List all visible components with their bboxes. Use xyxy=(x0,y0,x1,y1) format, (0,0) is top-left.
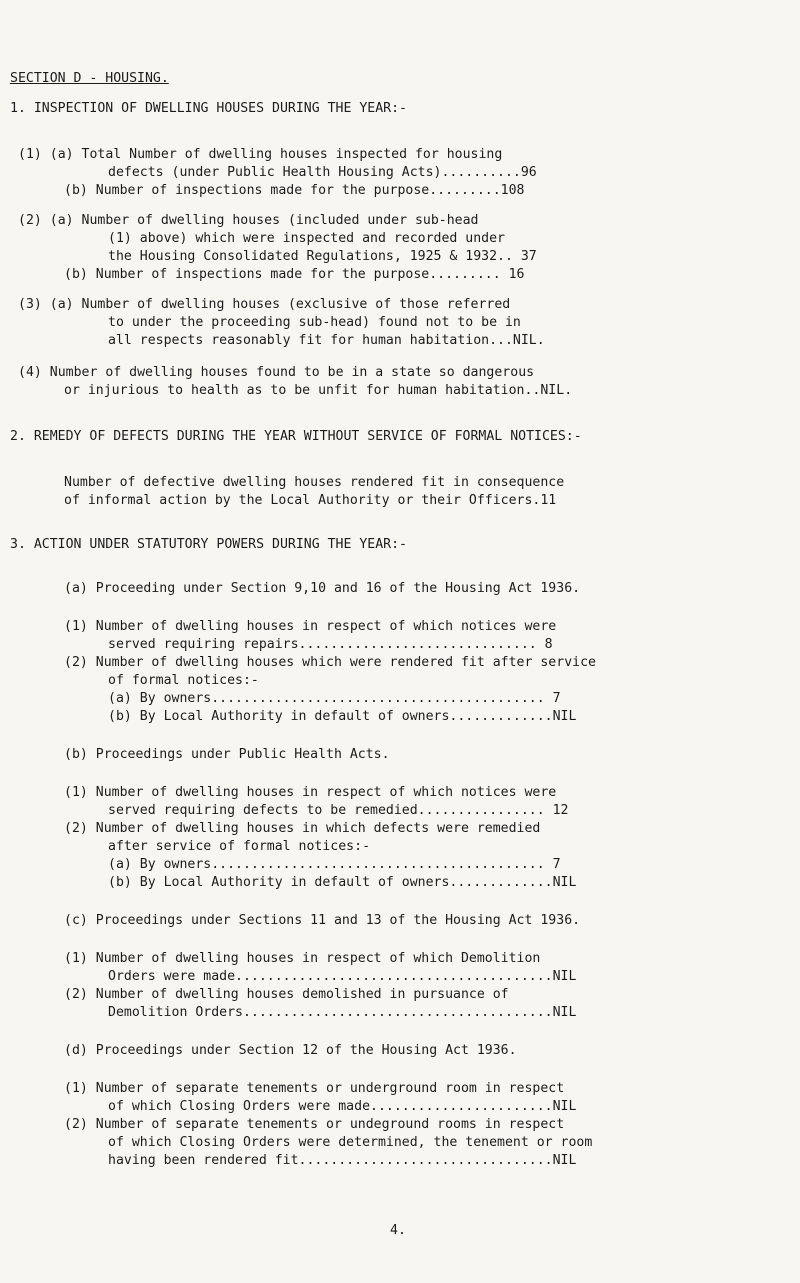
item-3a-line-3: all respects reasonably fit for human habitation...NIL. xyxy=(108,333,545,348)
item-3a-line-2: to under the proceeding sub-head) found not to be in xyxy=(108,315,521,330)
section-1-heading: 1. INSPECTION OF DWELLING HOUSES DURING THE YEAR:- xyxy=(10,101,407,116)
item-2a-line-1: (2) (a) Number of dwelling houses (included under sub-head xyxy=(18,213,479,228)
item-1b: (b) Number of inspections made for the purpose.........108 xyxy=(64,183,525,198)
item-2b: (b) Number of inspections made for the purpose......... 16 xyxy=(64,267,525,282)
item-d1-line-2: of which Closing Orders were made.......................NIL xyxy=(108,1099,577,1114)
item-3a-line-1: (3) (a) Number of dwelling houses (exclusive of those referred xyxy=(18,297,511,312)
item-a1-line-1: (1) Number of dwelling houses in respect of which notices were xyxy=(64,619,557,634)
page-number: 4. xyxy=(390,1223,406,1238)
subsection-c-heading: (c) Proceedings under Sections 11 and 13 of the Housing Act 1936. xyxy=(64,913,581,928)
item-c2-line-1: (2) Number of dwelling houses demolished in pursuance of xyxy=(64,987,509,1002)
item-1a-line-2: defects (under Public Health Housing Acts)..........96 xyxy=(108,165,537,180)
item-1a-line-1: (1) (a) Total Number of dwelling houses inspected for housing xyxy=(18,147,503,162)
subsection-d-heading: (d) Proceedings under Section 12 of the Housing Act 1936. xyxy=(64,1043,517,1058)
item-d2-line-2: of which Closing Orders were determined, the tenement or room xyxy=(108,1135,593,1150)
item-b2a: (a) By owners.......................................... 7 xyxy=(108,857,561,872)
item-d2-line-3: having been rendered fit................................NIL xyxy=(108,1153,577,1168)
section-2-line-1: Number of defective dwelling houses rendered fit in consequence xyxy=(64,475,565,490)
item-b1-line-1: (1) Number of dwelling houses in respect of which notices were xyxy=(64,785,557,800)
item-4-line-2: or injurious to health as to be unfit for human habitation..NIL. xyxy=(64,383,573,398)
section-3-heading: 3. ACTION UNDER STATUTORY POWERS DURING THE YEAR:- xyxy=(10,537,407,552)
item-b2-line-2: after service of formal notices:- xyxy=(108,839,371,854)
item-2a-line-3: the Housing Consolidated Regulations, 1925 & 1932.. 37 xyxy=(108,249,537,264)
item-2a-line-2: (1) above) which were inspected and recorded under xyxy=(108,231,505,246)
item-b1-line-2: served requiring defects to be remedied................ 12 xyxy=(108,803,569,818)
item-b2-line-1: (2) Number of dwelling houses in which defects were remedied xyxy=(64,821,541,836)
item-c2-line-2: Demolition Orders.......................................NIL xyxy=(108,1005,577,1020)
subsection-a-heading: (a) Proceeding under Section 9,10 and 16 of the Housing Act 1936. xyxy=(64,581,581,596)
section-2-line-2: of informal action by the Local Authority or their Officers.11 xyxy=(64,493,557,508)
item-a2b: (b) By Local Authority in default of owners.............NIL xyxy=(108,709,577,724)
subsection-b-heading: (b) Proceedings under Public Health Acts. xyxy=(64,747,390,762)
item-a1-line-2: served requiring repairs.............................. 8 xyxy=(108,637,553,652)
section-title: SECTION D - HOUSING. xyxy=(10,71,169,86)
item-a2-line-1: (2) Number of dwelling houses which were rendered fit after service xyxy=(64,655,596,670)
item-4-line-1: (4) Number of dwelling houses found to be in a state so dangerous xyxy=(18,365,535,380)
item-d2-line-1: (2) Number of separate tenements or undeground rooms in respect xyxy=(64,1117,565,1132)
section-2-heading: 2. REMEDY OF DEFECTS DURING THE YEAR WITHOUT SERVICE OF FORMAL NOTICES:- xyxy=(10,429,582,444)
item-d1-line-1: (1) Number of separate tenements or underground room in respect xyxy=(64,1081,565,1096)
item-c1-line-1: (1) Number of dwelling houses in respect of which Demolition xyxy=(64,951,541,966)
item-a2a: (a) By owners.......................................... 7 xyxy=(108,691,561,706)
item-a2-line-2: of formal notices:- xyxy=(108,673,259,688)
item-b2b: (b) By Local Authority in default of owners.............NIL xyxy=(108,875,577,890)
item-c1-line-2: Orders were made........................................NIL xyxy=(108,969,577,984)
